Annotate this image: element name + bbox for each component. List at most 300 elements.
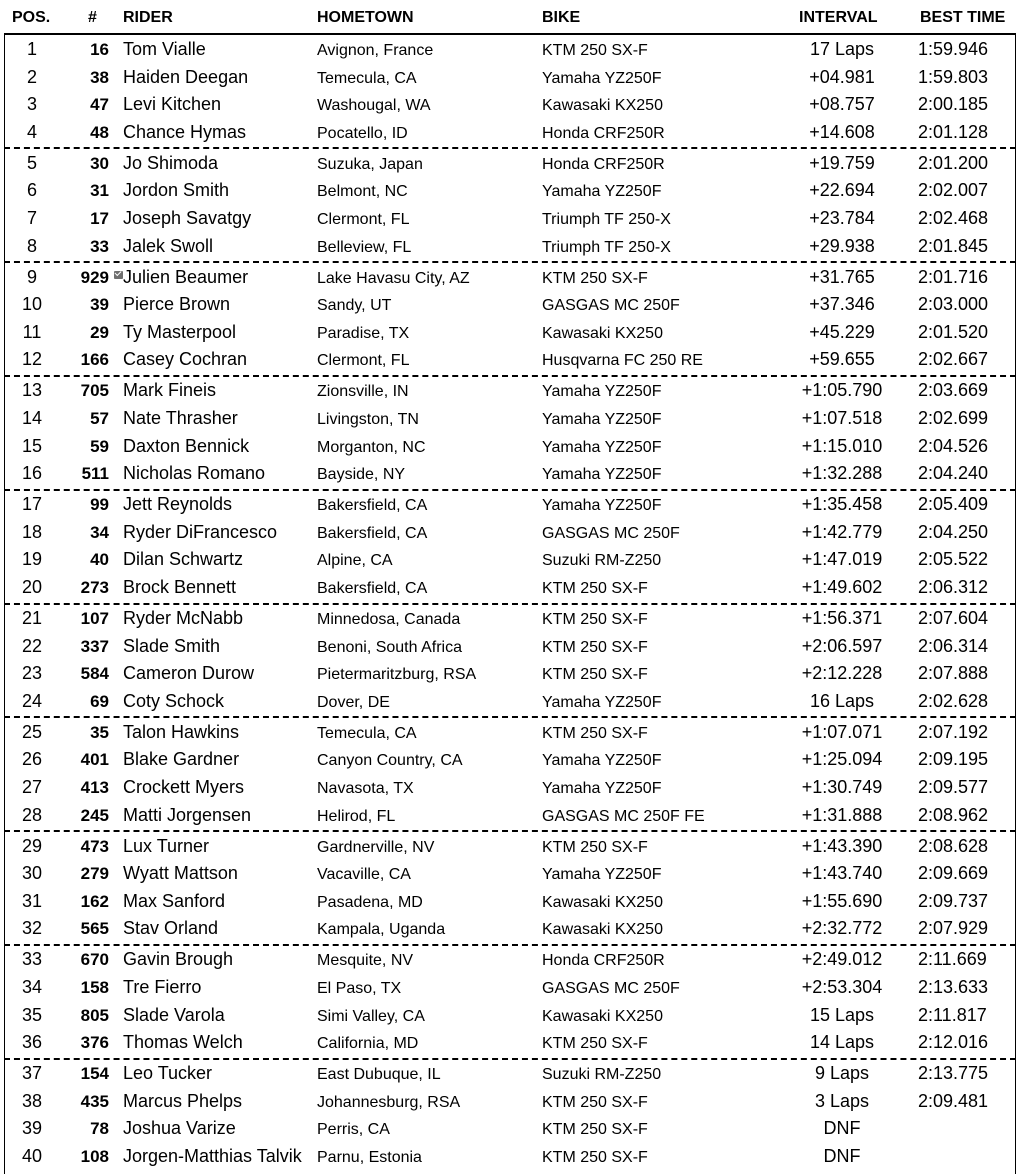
table-row [0, 860, 1020, 888]
table-row [0, 205, 1020, 233]
cell-rider: Mark Fineis [123, 380, 217, 401]
cell-number: 31 [90, 181, 109, 201]
cell-interval: 9 Laps [814, 1063, 870, 1084]
cell-pos: 39 [21, 1118, 43, 1139]
cell-rider: Matti Jorgensen [123, 804, 252, 825]
cell-hometown: Paradise, TX [317, 324, 410, 342]
table-row [0, 346, 1020, 374]
cell-rider: Daxton Bennick [123, 435, 250, 456]
cell-pos: 20 [21, 577, 43, 597]
cell-number: 401 [80, 750, 109, 770]
cell-pos: 12 [21, 349, 43, 370]
cell-best-time: 2:02.628 [918, 690, 989, 711]
cell-interval: +1:49.602 [801, 577, 883, 597]
cell-best-time: 2:04.250 [918, 521, 989, 542]
cell-bike: Kawasaki KX250 [542, 893, 663, 911]
table-row [0, 64, 1020, 92]
header-number: # [88, 9, 97, 26]
cell-bike: KTM 250 SX-F [542, 724, 648, 742]
cell-interval: 3 Laps [814, 1090, 870, 1111]
cell-rider: Julien Beaumer [123, 266, 249, 287]
cell-hometown: Kampala, Uganda [317, 921, 446, 939]
cell-interval: +14.608 [809, 121, 875, 142]
cell-pos: 17 [21, 494, 43, 515]
cell-bike: Yamaha YZ250F [542, 183, 662, 201]
cell-pos: 31 [21, 890, 43, 911]
cell-number: 584 [80, 664, 109, 684]
cell-pos: 37 [21, 1063, 43, 1084]
cell-pos: 24 [21, 690, 43, 711]
cell-number: 705 [80, 381, 109, 401]
cell-best-time: 2:03.669 [918, 380, 989, 401]
cell-number: 48 [90, 122, 109, 142]
table-row [0, 774, 1020, 802]
cell-hometown: Navasota, TX [317, 780, 414, 797]
cell-interval: +1:42.779 [801, 521, 883, 542]
cell-interval: +22.694 [809, 180, 875, 201]
cell-interval: +2:53.304 [801, 977, 883, 997]
table-row [0, 1060, 1020, 1088]
cell-best-time: 2:00.185 [918, 94, 989, 115]
cell-hometown: Clermont, FL [317, 211, 410, 228]
cell-pos: 4 [26, 121, 37, 142]
header-bike: BIKE [542, 9, 581, 26]
table-row [0, 119, 1020, 147]
cell-rider: Slade Varola [123, 1004, 225, 1025]
cell-best-time: 2:02.699 [918, 408, 989, 428]
cell-hometown: California, MD [317, 1035, 419, 1053]
cell-number: 166 [80, 350, 109, 370]
cell-bike: Triumph TF 250-X [542, 211, 671, 228]
cell-best-time: 2:03.000 [918, 294, 989, 315]
cell-number: 40 [90, 550, 109, 570]
cell-pos: 2 [26, 66, 37, 87]
cell-hometown: Pocatello, ID [317, 124, 408, 142]
cell-interval: +1:07.071 [801, 721, 883, 742]
cell-pos: 18 [21, 521, 43, 542]
cell-number: 99 [90, 495, 109, 515]
cell-best-time: 2:04.240 [918, 463, 989, 484]
cell-interval: +1:35.458 [801, 494, 883, 515]
cell-bike: KTM 250 SX-F [542, 580, 648, 597]
cell-pos: 3 [26, 94, 37, 115]
cell-number: 59 [90, 436, 109, 456]
cell-interval: +2:32.772 [801, 918, 883, 939]
cell-pos: 29 [21, 835, 43, 856]
cell-bike: KTM 250 SX-F [542, 1121, 648, 1139]
cell-hometown: Lake Havasu City, AZ [317, 269, 470, 287]
cell-number: 511 [81, 464, 109, 484]
cell-bike: KTM 250 SX-F [542, 269, 648, 287]
cell-bike: Kawasaki KX250 [542, 97, 663, 115]
cell-interval: DNF [823, 1118, 861, 1139]
cell-bike: Yamaha YZ250F [542, 69, 662, 87]
cell-number: 473 [80, 836, 109, 856]
cell-rider: Jett Reynolds [123, 494, 233, 515]
table-row [0, 1143, 1020, 1171]
cell-rider: Ryder DiFrancesco [123, 521, 278, 542]
cell-best-time: 2:01.200 [918, 152, 989, 173]
table-row [0, 1115, 1020, 1143]
table-row [0, 233, 1020, 261]
email-icon [114, 271, 123, 279]
cell-interval: 14 Laps [809, 1032, 875, 1053]
cell-bike: KTM 250 SX-F [542, 1093, 648, 1111]
cell-best-time: 2:09.669 [918, 863, 989, 884]
table-row [0, 491, 1020, 519]
cell-number: 154 [80, 1064, 109, 1084]
cell-bike: Husqvarna FC 250 RE [542, 352, 703, 370]
cell-interval: +23.784 [809, 208, 875, 228]
cell-rider: Jorgen-Matthias Talvik [123, 1146, 302, 1166]
cell-best-time: 2:06.312 [918, 577, 989, 597]
cell-hometown: Washougal, WA [317, 97, 431, 115]
cell-best-time: 2:02.007 [918, 180, 989, 201]
cell-pos: 23 [21, 663, 43, 684]
cell-pos: 13 [21, 380, 43, 401]
cell-pos: 15 [21, 435, 43, 456]
cell-best-time: 2:07.929 [918, 918, 989, 939]
cell-rider: Wyatt Mattson [123, 863, 238, 884]
cell-pos: 27 [21, 777, 43, 797]
cell-interval: +37.346 [809, 294, 875, 315]
table-row [0, 946, 1020, 974]
cell-interval: +31.765 [809, 266, 875, 287]
cell-bike: Yamaha YZ250F [542, 497, 662, 515]
cell-number: 565 [80, 919, 109, 939]
cell-number: 929 [80, 267, 109, 287]
header-interval: INTERVAL [799, 9, 878, 26]
cell-interval: +1:55.690 [801, 890, 883, 911]
cell-pos: 30 [21, 863, 43, 884]
cell-bike: Honda CRF250R [542, 952, 665, 970]
cell-bike: KTM 250 SX-F [542, 1035, 648, 1053]
cell-rider: Pierce Brown [123, 294, 231, 315]
cell-bike: GASGAS MC 250F [542, 980, 680, 997]
cell-number: 670 [80, 950, 109, 970]
table-row [0, 1029, 1020, 1057]
table-row [0, 405, 1020, 433]
table-row [0, 1002, 1020, 1030]
cell-bike: Yamaha YZ250F [542, 693, 662, 711]
cell-best-time: 2:04.526 [918, 435, 989, 456]
cell-bike: GASGAS MC 250F [542, 524, 680, 542]
cell-best-time: 2:07.192 [918, 721, 989, 742]
cell-rider: Brock Bennett [123, 577, 237, 597]
cell-rider: Cameron Durow [123, 663, 255, 684]
cell-rider: Casey Cochran [123, 349, 248, 370]
cell-best-time: 2:06.314 [918, 635, 989, 656]
cell-bike: Kawasaki KX250 [542, 1007, 663, 1025]
cell-bike: Yamaha YZ250F [542, 466, 662, 484]
cell-interval: +1:43.740 [801, 863, 883, 884]
cell-hometown: Dover, DE [317, 693, 390, 711]
cell-hometown: Pasadena, MD [317, 893, 423, 911]
cell-rider: Nate Thrasher [123, 408, 238, 428]
table-row [0, 460, 1020, 488]
header-pos: POS. [12, 9, 51, 26]
cell-best-time: 2:08.962 [918, 804, 989, 825]
table-row [0, 633, 1020, 661]
table-row [0, 519, 1020, 547]
cell-interval: +1:15.010 [801, 435, 883, 456]
cell-hometown: Parnu, Estonia [317, 1149, 422, 1166]
table-row [0, 150, 1020, 178]
cell-rider: Nicholas Romano [123, 463, 266, 484]
cell-hometown: East Dubuque, IL [317, 1066, 441, 1084]
cell-hometown: Benoni, South Africa [317, 638, 462, 656]
table-row [0, 605, 1020, 633]
cell-best-time: 2:01.716 [918, 266, 989, 287]
cell-hometown: Bakersfield, CA [317, 580, 428, 597]
cell-rider: Thomas Welch [123, 1032, 243, 1053]
cell-best-time: 2:01.845 [918, 235, 989, 256]
table-row [0, 833, 1020, 861]
cell-number: 162 [80, 891, 109, 911]
cell-best-time: 2:12.016 [918, 1032, 989, 1053]
table-row [0, 264, 1020, 292]
cell-hometown: Johannesburg, RSA [317, 1093, 461, 1111]
header-best-time: BEST TIME [920, 9, 1006, 26]
cell-hometown: El Paso, TX [317, 980, 402, 997]
cell-interval: DNF [823, 1146, 861, 1166]
cell-pos: 40 [21, 1146, 43, 1166]
table-row [0, 660, 1020, 688]
cell-bike: Yamaha YZ250F [542, 780, 662, 797]
cell-pos: 36 [21, 1032, 43, 1053]
cell-pos: 10 [21, 294, 43, 315]
cell-number: 78 [90, 1119, 109, 1139]
cell-best-time: 2:09.481 [918, 1090, 989, 1111]
cell-pos: 21 [21, 608, 43, 628]
cell-hometown: Helirod, FL [317, 807, 396, 825]
table-row [0, 177, 1020, 205]
cell-best-time: 2:07.604 [918, 608, 989, 628]
table-row [0, 802, 1020, 830]
cell-rider: Joseph Savatgy [123, 208, 252, 228]
cell-rider: Chance Hymas [123, 121, 247, 142]
cell-number: 337 [80, 636, 109, 656]
cell-bike: Yamaha YZ250F [542, 383, 662, 401]
cell-best-time: 2:07.888 [918, 663, 989, 684]
cell-bike: Yamaha YZ250F [542, 411, 662, 428]
cell-best-time: 2:11.669 [918, 949, 987, 970]
cell-rider: Dilan Schwartz [123, 549, 244, 570]
cell-hometown: Clermont, FL [317, 352, 410, 370]
header-rider: RIDER [123, 9, 173, 26]
cell-hometown: Sandy, UT [317, 297, 392, 315]
cell-rider: Jo Shimoda [123, 152, 219, 173]
cell-pos: 32 [21, 918, 43, 939]
cell-interval: +1:32.288 [801, 463, 883, 484]
cell-best-time: 2:09.195 [918, 749, 989, 770]
table-row [0, 746, 1020, 774]
cell-rider: Leo Tucker [123, 1063, 213, 1084]
cell-number: 805 [80, 1005, 109, 1025]
cell-pos: 34 [21, 977, 43, 997]
cell-number: 17 [90, 209, 109, 228]
cell-rider: Tre Fierro [123, 977, 202, 997]
cell-hometown: Livingston, TN [317, 411, 419, 428]
cell-rider: Crockett Myers [123, 777, 245, 797]
cell-pos: 1 [26, 39, 37, 59]
cell-best-time: 2:11.817 [918, 1004, 987, 1025]
cell-rider: Tom Vialle [123, 39, 206, 59]
cell-hometown: Pietermaritzburg, RSA [317, 666, 477, 684]
table-row [0, 36, 1020, 64]
cell-hometown: Zionsville, IN [317, 383, 409, 401]
cell-bike: Kawasaki KX250 [542, 324, 663, 342]
cell-bike: GASGAS MC 250F FE [542, 807, 705, 825]
cell-bike: KTM 250 SX-F [542, 638, 648, 656]
cell-number: 279 [80, 864, 109, 884]
cell-hometown: Alpine, CA [317, 552, 393, 570]
cell-rider: Jalek Swoll [123, 235, 214, 256]
cell-rider: Stav Orland [123, 918, 219, 939]
cell-rider: Lux Turner [123, 835, 210, 856]
cell-bike: Kawasaki KX250 [542, 921, 663, 939]
cell-best-time: 1:59.803 [918, 66, 989, 87]
cell-interval: 17 Laps [809, 39, 875, 59]
cell-pos: 35 [21, 1004, 43, 1025]
table-row [0, 546, 1020, 574]
cell-interval: +2:06.597 [801, 635, 883, 656]
cell-number: 435 [80, 1091, 109, 1111]
cell-bike: Suzuki RM-Z250 [542, 1066, 662, 1084]
cell-hometown: Temecula, CA [317, 69, 417, 87]
table-row [0, 688, 1020, 716]
cell-interval: +29.938 [809, 235, 875, 256]
cell-best-time: 2:13.775 [918, 1063, 989, 1084]
cell-pos: 25 [21, 721, 43, 742]
cell-pos: 16 [21, 463, 43, 484]
cell-rider: Haiden Deegan [123, 66, 249, 87]
cell-rider: Ryder McNabb [123, 608, 244, 628]
cell-pos: 7 [26, 208, 37, 228]
table-row [0, 377, 1020, 405]
cell-number: 245 [80, 805, 109, 825]
cell-hometown: Perris, CA [317, 1121, 390, 1139]
cell-hometown: Morganton, NC [317, 438, 426, 456]
cell-hometown: Temecula, CA [317, 724, 417, 742]
cell-bike: KTM 250 SX-F [542, 611, 648, 628]
cell-interval: +1:25.094 [801, 749, 883, 770]
cell-interval: 16 Laps [809, 690, 875, 711]
table-row [0, 91, 1020, 119]
cell-hometown: Bakersfield, CA [317, 497, 428, 515]
cell-number: 158 [80, 978, 109, 997]
cell-bike: Honda CRF250R [542, 155, 665, 173]
cell-interval: +08.757 [809, 94, 875, 115]
cell-number: 39 [90, 295, 109, 315]
cell-hometown: Mesquite, NV [317, 952, 414, 970]
cell-pos: 8 [26, 235, 37, 256]
cell-bike: Honda CRF250R [542, 124, 665, 142]
cell-best-time: 2:13.633 [918, 977, 989, 997]
table-row [0, 974, 1020, 1002]
cell-interval: +2:49.012 [801, 949, 883, 970]
cell-number: 33 [90, 236, 109, 256]
cell-interval: +1:31.888 [801, 804, 883, 825]
cell-number: 376 [80, 1033, 109, 1053]
cell-interval: +1:56.371 [801, 608, 883, 628]
cell-rider: Gavin Brough [123, 949, 234, 970]
cell-pos: 22 [21, 635, 43, 656]
cell-pos: 5 [26, 152, 37, 173]
cell-pos: 9 [26, 266, 37, 287]
table-row [0, 915, 1020, 943]
cell-pos: 6 [26, 180, 37, 201]
cell-interval: +04.981 [809, 66, 875, 87]
cell-bike: Yamaha YZ250F [542, 438, 662, 456]
header-hometown: HOMETOWN [317, 9, 414, 26]
cell-rider: Slade Smith [123, 635, 221, 656]
cell-hometown: Belmont, NC [317, 183, 408, 201]
cell-best-time: 2:09.737 [918, 890, 989, 911]
cell-rider: Levi Kitchen [123, 94, 222, 115]
cell-bike: Triumph TF 250-X [542, 238, 671, 256]
cell-best-time: 2:02.667 [918, 349, 989, 370]
cell-best-time: 2:09.577 [918, 777, 989, 797]
cell-hometown: Simi Valley, CA [317, 1007, 425, 1025]
cell-best-time: 2:05.522 [918, 549, 989, 570]
cell-best-time: 2:02.468 [918, 208, 989, 228]
cell-bike: GASGAS MC 250F [542, 297, 680, 315]
cell-best-time: 2:08.628 [918, 835, 989, 856]
cell-rider: Marcus Phelps [123, 1090, 243, 1111]
cell-number: 108 [80, 1147, 109, 1166]
cell-number: 413 [80, 778, 109, 797]
table-row [0, 574, 1020, 602]
cell-bike: Yamaha YZ250F [542, 866, 662, 884]
cell-pos: 33 [21, 949, 43, 970]
cell-pos: 38 [21, 1090, 43, 1111]
cell-pos: 28 [21, 804, 43, 825]
cell-best-time: 1:59.946 [918, 39, 989, 59]
cell-hometown: Gardnerville, NV [317, 838, 435, 856]
cell-interval: +45.229 [809, 321, 875, 342]
cell-rider: Jordon Smith [123, 180, 230, 201]
cell-bike: KTM 250 SX-F [542, 838, 648, 856]
cell-number: 35 [90, 722, 109, 742]
cell-hometown: Bayside, NY [317, 466, 406, 484]
cell-pos: 26 [21, 749, 43, 770]
cell-number: 38 [90, 67, 109, 87]
table-row [0, 888, 1020, 916]
cell-interval: +1:30.749 [801, 777, 883, 797]
cell-pos: 14 [21, 408, 43, 428]
cell-rider: Ty Masterpool [123, 321, 237, 342]
cell-interval: 15 Laps [809, 1004, 875, 1025]
table-row [0, 319, 1020, 347]
cell-best-time: 2:01.128 [918, 121, 989, 142]
cell-hometown: Bakersfield, CA [317, 524, 428, 542]
cell-hometown: Minnedosa, Canada [317, 611, 461, 628]
cell-interval: +2:12.228 [801, 663, 883, 684]
cell-hometown: Vacaville, CA [317, 866, 411, 884]
cell-bike: KTM 250 SX-F [542, 42, 648, 59]
cell-rider: Blake Gardner [123, 749, 240, 770]
cell-interval: +1:47.019 [801, 549, 883, 570]
cell-number: 16 [90, 40, 109, 59]
cell-rider: Talon Hawkins [123, 721, 240, 742]
cell-hometown: Avignon, France [317, 42, 434, 59]
cell-bike: Suzuki RM-Z250 [542, 552, 662, 570]
cell-interval: +59.655 [809, 349, 875, 370]
cell-bike: KTM 250 SX-F [542, 1149, 648, 1166]
cell-number: 107 [80, 609, 109, 628]
cell-rider: Joshua Varize [123, 1118, 236, 1139]
